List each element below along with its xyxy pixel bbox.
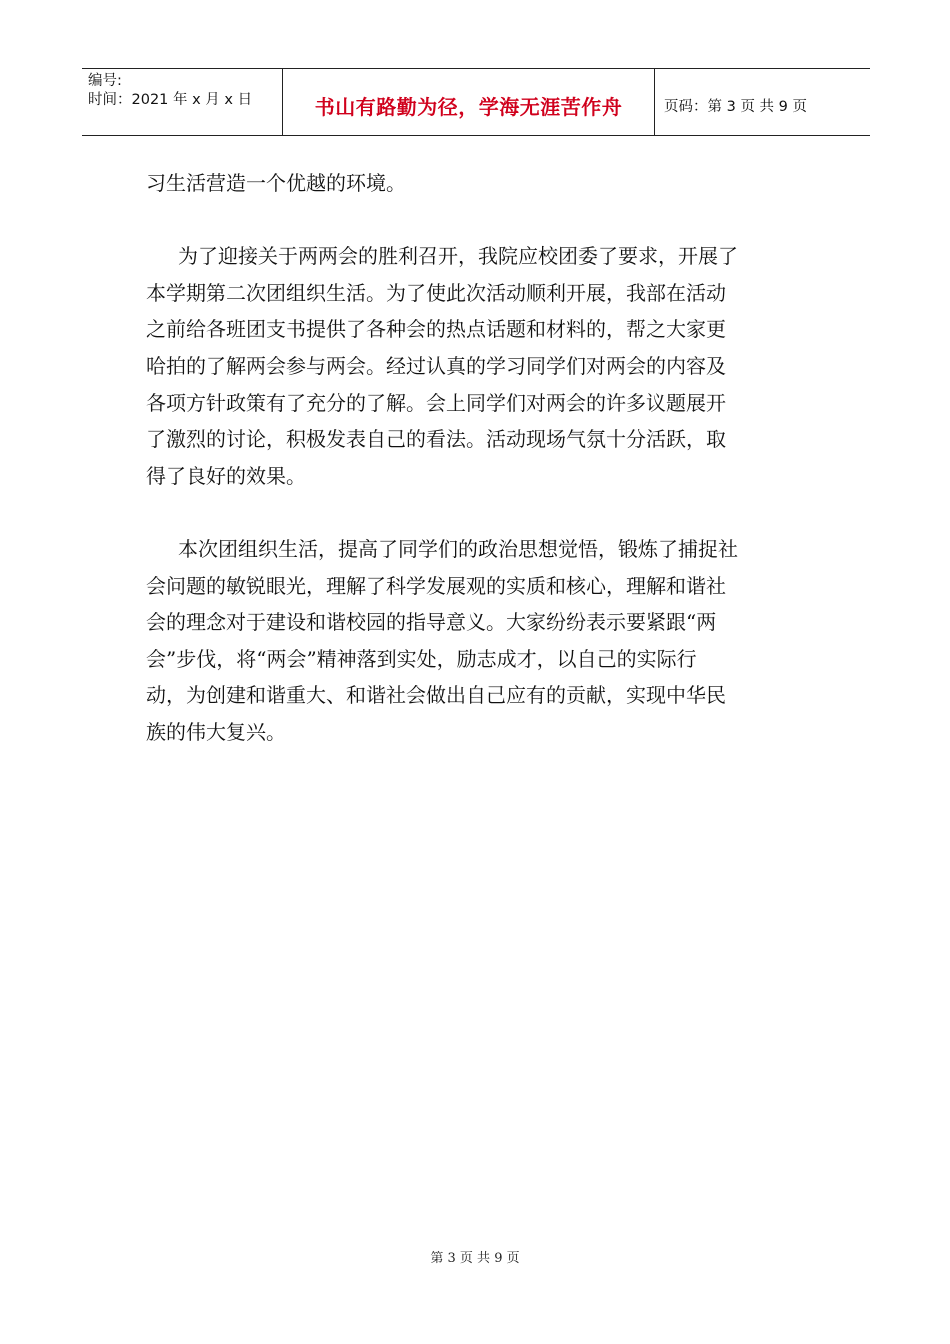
text-line: 哈拍的了解两会参与两会。经过认真的学习同学们对两会的内容及 — [146, 353, 726, 378]
text-line: 本次团组织生活，提高了同学们的政治思想觉悟，锻炼了捕捉社 — [178, 536, 738, 561]
page-footer — [0, 1247, 950, 1266]
text-line: 动，为创建和谐重大、和谐社会做出自己应有的贡献，实现中华民 — [146, 683, 726, 708]
text-line: 为了迎接关于两两会的胜利召开，我院应校团委了要求，开展了 — [178, 244, 738, 269]
document-number-label: 编号: — [88, 73, 122, 89]
text-line: 得了良好的效果。 — [146, 463, 306, 488]
header-page-cell — [655, 69, 870, 135]
document-body — [146, 165, 810, 751]
text-line: 会问题的敏锐眼光，理解了科学发展观的实质和核心，理解和谐社 — [146, 573, 726, 598]
text-line: 会的理念对于建设和谐校园的指导意义。大家纷纷表示要紧跟“两 — [146, 610, 717, 635]
header-motto-cell — [283, 69, 655, 135]
text-line: 族的伟大复兴。 — [146, 719, 286, 744]
text-line: 会”步伐，将“两会”精神落到实处，励志成才，以自己的实际行 — [146, 646, 697, 671]
text-line: 了激烈的讨论，积极发表自己的看法。活动现场气氛十分活跃，取 — [146, 427, 726, 452]
document-header — [82, 68, 870, 136]
text-line: 本学期第二次团组织生活。为了使此次活动顺利开展，我部在活动 — [146, 280, 726, 305]
footer-page-number: 第 3 页 共 9 页 — [430, 1251, 520, 1266]
paragraph-continued — [146, 165, 810, 202]
header-motto: 书山有路勤为径，学海无涯苦作舟 — [314, 94, 623, 119]
text-line: 之前给各班团支书提供了各种会的热点话题和材料的，帮之大家更 — [146, 317, 726, 342]
header-page-label: 页码：第 3 页 共 9 页 — [664, 98, 807, 115]
paragraph-conclusion — [146, 531, 810, 751]
paragraph-activity — [146, 238, 810, 494]
header-meta-cell — [82, 69, 283, 135]
text-line: 各项方针政策有了充分的了解。会上同学们对两会的许多议题展开 — [146, 390, 726, 415]
text-line: 习生活营造一个优越的环境。 — [146, 171, 406, 195]
document-time-label: 时间：2021 年 x 月 x 日 — [88, 92, 253, 108]
